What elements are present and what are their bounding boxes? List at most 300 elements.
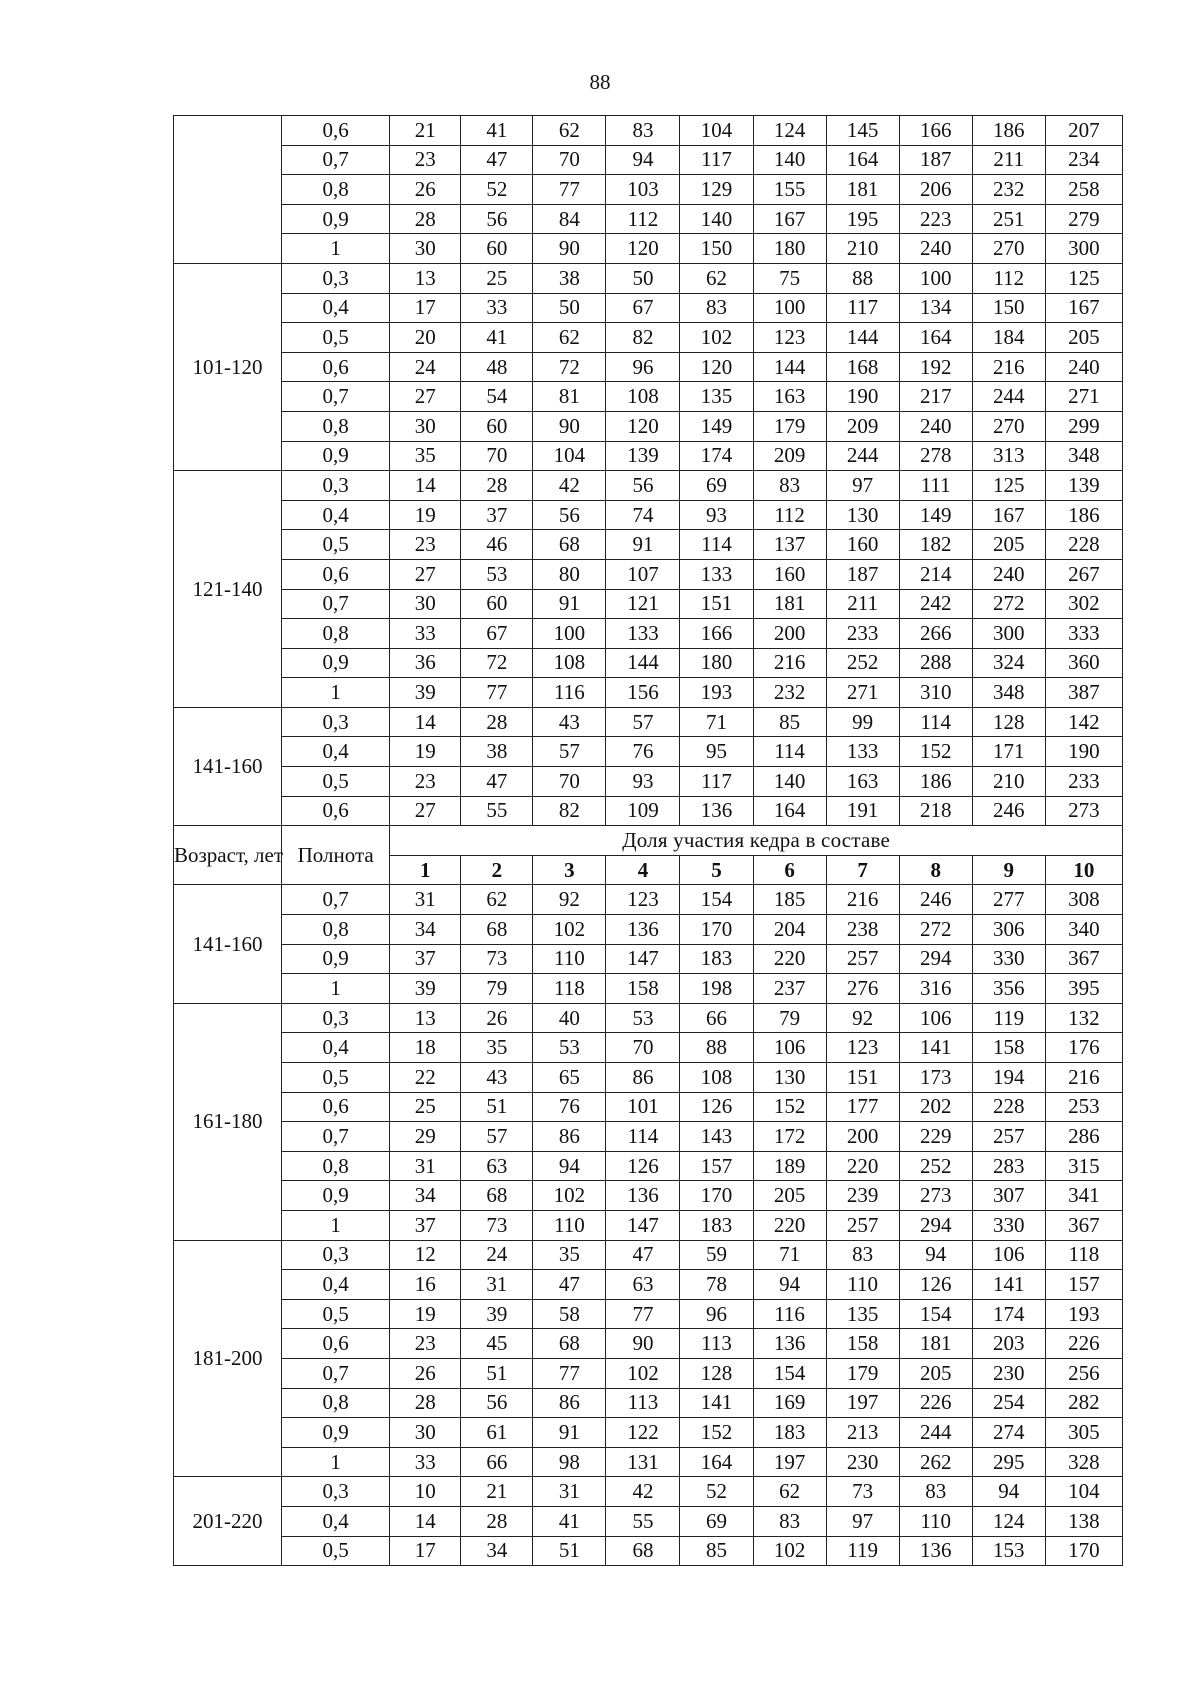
value-cell: 112 [753,500,826,530]
value-cell: 57 [606,707,680,737]
value-cell: 69 [680,1506,753,1536]
table-row [174,1181,1123,1211]
value-cell: 150 [972,293,1045,323]
density-cell: 1 [282,1447,390,1477]
value-cell: 86 [533,1388,606,1418]
value-cell: 117 [826,293,899,323]
value-cell: 211 [826,589,899,619]
value-cell: 83 [606,116,680,146]
value-cell: 14 [390,1506,461,1536]
value-cell: 35 [390,441,461,471]
value-cell: 272 [899,915,972,945]
value-cell: 300 [972,619,1045,649]
value-cell: 43 [533,707,606,737]
density-cell: 0,5 [282,323,390,353]
value-cell: 19 [390,500,461,530]
density-cell: 0,7 [282,1122,390,1152]
value-cell: 75 [753,263,826,293]
value-cell: 202 [899,1092,972,1122]
value-cell: 33 [390,1447,461,1477]
value-cell: 164 [753,796,826,826]
value-cell: 102 [680,323,753,353]
value-cell: 133 [826,737,899,767]
age-group-cell: 161-180 [174,1003,282,1240]
value-cell: 257 [972,1122,1045,1152]
value-cell: 166 [680,619,753,649]
value-cell: 76 [606,737,680,767]
value-cell: 244 [972,382,1045,412]
value-cell: 315 [1045,1151,1122,1181]
value-cell: 33 [390,619,461,649]
value-cell: 120 [606,411,680,441]
value-cell: 51 [533,1536,606,1566]
value-cell: 267 [1045,559,1122,589]
value-cell: 207 [1045,116,1122,146]
table-row [174,293,1123,323]
value-cell: 39 [390,678,461,708]
value-cell: 125 [1045,263,1122,293]
table-row [174,323,1123,353]
value-cell: 92 [826,1003,899,1033]
value-cell: 271 [826,678,899,708]
density-cell: 0,7 [282,885,390,915]
value-cell: 28 [390,1388,461,1418]
value-cell: 244 [826,441,899,471]
value-cell: 395 [1045,974,1122,1004]
value-cell: 187 [899,145,972,175]
value-cell: 230 [826,1447,899,1477]
value-cell: 173 [899,1063,972,1093]
header-share-title: Доля участия кедра в составе [390,826,1123,856]
value-cell: 26 [461,1003,533,1033]
value-cell: 274 [972,1418,1045,1448]
value-cell: 120 [680,352,753,382]
value-cell: 47 [461,145,533,175]
value-cell: 184 [972,323,1045,353]
value-cell: 91 [533,1418,606,1448]
value-cell: 77 [461,678,533,708]
value-cell: 195 [826,204,899,234]
value-cell: 114 [606,1122,680,1152]
value-cell: 170 [680,915,753,945]
value-cell: 39 [461,1299,533,1329]
value-cell: 209 [753,441,826,471]
density-cell: 0,8 [282,915,390,945]
value-cell: 100 [753,293,826,323]
table-row [174,974,1123,1004]
value-cell: 18 [390,1033,461,1063]
value-cell: 22 [390,1063,461,1093]
value-cell: 57 [533,737,606,767]
value-cell: 203 [972,1329,1045,1359]
value-cell: 211 [972,145,1045,175]
value-cell: 54 [461,382,533,412]
value-cell: 218 [899,796,972,826]
density-cell: 0,9 [282,944,390,974]
value-cell: 117 [680,145,753,175]
value-cell: 94 [606,145,680,175]
value-cell: 251 [972,204,1045,234]
age-group-cell: 101-120 [174,263,282,470]
value-cell: 217 [899,382,972,412]
value-cell: 294 [899,1210,972,1240]
value-cell: 179 [753,411,826,441]
value-cell: 167 [972,500,1045,530]
value-cell: 95 [680,737,753,767]
value-cell: 272 [972,589,1045,619]
value-cell: 41 [533,1506,606,1536]
density-cell: 0,9 [282,1181,390,1211]
value-cell: 138 [1045,1506,1122,1536]
value-cell: 194 [972,1063,1045,1093]
value-cell: 189 [753,1151,826,1181]
table-row [174,1299,1123,1329]
value-cell: 61 [461,1418,533,1448]
value-cell: 164 [899,323,972,353]
value-cell: 273 [899,1181,972,1211]
value-cell: 157 [680,1151,753,1181]
value-cell: 233 [1045,767,1122,797]
value-cell: 43 [461,1063,533,1093]
value-cell: 348 [1045,441,1122,471]
value-cell: 126 [899,1270,972,1300]
table-row [174,116,1123,146]
value-cell: 66 [461,1447,533,1477]
value-cell: 106 [972,1240,1045,1270]
value-cell: 242 [899,589,972,619]
value-cell: 35 [533,1240,606,1270]
value-cell: 302 [1045,589,1122,619]
value-cell: 59 [680,1240,753,1270]
value-cell: 31 [461,1270,533,1300]
density-cell: 0,7 [282,589,390,619]
value-cell: 94 [972,1477,1045,1507]
header-share-col: 6 [753,855,826,885]
value-cell: 244 [899,1418,972,1448]
value-cell: 295 [972,1447,1045,1477]
value-cell: 333 [1045,619,1122,649]
value-cell: 130 [753,1063,826,1093]
value-cell: 118 [533,974,606,1004]
density-cell: 0,9 [282,648,390,678]
value-cell: 93 [680,500,753,530]
value-cell: 62 [533,323,606,353]
value-cell: 53 [606,1003,680,1033]
value-cell: 42 [533,471,606,501]
table-row [174,1329,1123,1359]
value-cell: 158 [606,974,680,1004]
value-cell: 106 [753,1033,826,1063]
value-cell: 230 [972,1358,1045,1388]
value-cell: 83 [753,1506,826,1536]
age-group-cell: 201-220 [174,1477,282,1566]
value-cell: 93 [606,767,680,797]
value-cell: 341 [1045,1181,1122,1211]
value-cell: 180 [680,648,753,678]
density-cell: 0,9 [282,1418,390,1448]
table-row [174,678,1123,708]
value-cell: 154 [680,885,753,915]
value-cell: 17 [390,1536,461,1566]
value-cell: 186 [972,116,1045,146]
value-cell: 144 [606,648,680,678]
value-cell: 23 [390,145,461,175]
header-share-col: 1 [390,855,461,885]
value-cell: 122 [606,1418,680,1448]
value-cell: 300 [1045,234,1122,264]
value-cell: 200 [753,619,826,649]
value-cell: 37 [390,944,461,974]
value-cell: 190 [1045,737,1122,767]
value-cell: 119 [826,1536,899,1566]
value-cell: 65 [533,1063,606,1093]
header-share-col: 5 [680,855,753,885]
value-cell: 113 [680,1329,753,1359]
value-cell: 190 [826,382,899,412]
value-cell: 220 [826,1151,899,1181]
table-row [174,1210,1123,1240]
value-cell: 130 [826,500,899,530]
table-row [174,1063,1123,1093]
value-cell: 170 [1045,1536,1122,1566]
value-cell: 34 [390,915,461,945]
value-cell: 367 [1045,944,1122,974]
table-row [174,944,1123,974]
table-row [174,589,1123,619]
value-cell: 56 [533,500,606,530]
table-header [174,826,1123,885]
value-cell: 144 [753,352,826,382]
density-cell: 0,9 [282,441,390,471]
value-cell: 85 [680,1536,753,1566]
value-cell: 197 [753,1447,826,1477]
value-cell: 94 [899,1240,972,1270]
value-cell: 205 [753,1181,826,1211]
value-cell: 140 [680,204,753,234]
value-cell: 149 [680,411,753,441]
density-cell: 0,5 [282,1299,390,1329]
table-row [174,619,1123,649]
value-cell: 283 [972,1151,1045,1181]
value-cell: 102 [533,1181,606,1211]
value-cell: 240 [1045,352,1122,382]
value-cell: 70 [461,441,533,471]
density-cell: 1 [282,974,390,1004]
value-cell: 254 [972,1388,1045,1418]
value-cell: 100 [533,619,606,649]
value-cell: 136 [753,1329,826,1359]
value-cell: 185 [753,885,826,915]
header-share-col: 10 [1045,855,1122,885]
value-cell: 102 [606,1358,680,1388]
header-age: Возраст, лет [174,826,282,885]
density-cell: 0,3 [282,707,390,737]
density-cell: 0,3 [282,471,390,501]
table-row [174,234,1123,264]
value-cell: 160 [826,530,899,560]
value-cell: 74 [606,500,680,530]
value-cell: 92 [533,885,606,915]
value-cell: 62 [533,116,606,146]
age-group-cell: 181-200 [174,1240,282,1477]
density-cell: 0,4 [282,1270,390,1300]
value-cell: 174 [972,1299,1045,1329]
value-cell: 210 [826,234,899,264]
value-cell: 197 [826,1388,899,1418]
value-cell: 182 [899,530,972,560]
value-cell: 83 [826,1240,899,1270]
value-cell: 128 [680,1358,753,1388]
value-cell: 210 [972,767,1045,797]
value-cell: 85 [753,707,826,737]
value-cell: 108 [680,1063,753,1093]
value-cell: 119 [972,1003,1045,1033]
value-cell: 246 [972,796,1045,826]
value-cell: 150 [680,234,753,264]
value-cell: 33 [461,293,533,323]
value-cell: 36 [390,648,461,678]
table-row [174,1122,1123,1152]
density-cell: 0,5 [282,767,390,797]
value-cell: 60 [461,589,533,619]
value-cell: 294 [899,944,972,974]
value-cell: 257 [826,1210,899,1240]
value-cell: 171 [972,737,1045,767]
value-cell: 117 [680,767,753,797]
value-cell: 31 [533,1477,606,1507]
value-cell: 56 [461,204,533,234]
value-cell: 308 [1045,885,1122,915]
density-cell: 0,6 [282,352,390,382]
value-cell: 88 [680,1033,753,1063]
value-cell: 13 [390,1003,461,1033]
value-cell: 99 [826,707,899,737]
value-cell: 90 [606,1329,680,1359]
value-cell: 157 [1045,1270,1122,1300]
value-cell: 28 [461,1506,533,1536]
density-cell: 0,8 [282,175,390,205]
value-cell: 360 [1045,648,1122,678]
value-cell: 97 [826,471,899,501]
value-cell: 30 [390,411,461,441]
value-cell: 91 [606,530,680,560]
table-row [174,1151,1123,1181]
value-cell: 288 [899,648,972,678]
table-row [174,1536,1123,1566]
value-cell: 239 [826,1181,899,1211]
value-cell: 80 [533,559,606,589]
table-row [174,1033,1123,1063]
value-cell: 140 [753,145,826,175]
value-cell: 69 [680,471,753,501]
value-cell: 155 [753,175,826,205]
table-row [174,559,1123,589]
value-cell: 37 [461,500,533,530]
value-cell: 152 [899,737,972,767]
value-cell: 124 [753,116,826,146]
value-cell: 144 [826,323,899,353]
value-cell: 158 [972,1033,1045,1063]
density-cell: 0,8 [282,1151,390,1181]
value-cell: 13 [390,263,461,293]
value-cell: 110 [533,1210,606,1240]
value-cell: 180 [753,234,826,264]
value-cell: 24 [461,1240,533,1270]
value-cell: 23 [390,1329,461,1359]
value-cell: 166 [899,116,972,146]
value-cell: 147 [606,944,680,974]
value-cell: 60 [461,411,533,441]
density-cell: 0,3 [282,1240,390,1270]
value-cell: 109 [606,796,680,826]
value-cell: 223 [899,204,972,234]
value-cell: 31 [390,1151,461,1181]
value-cell: 181 [899,1329,972,1359]
header-density: Полнота [282,826,390,885]
value-cell: 170 [680,1181,753,1211]
value-cell: 282 [1045,1388,1122,1418]
value-cell: 348 [972,678,1045,708]
value-cell: 257 [826,944,899,974]
value-cell: 112 [972,263,1045,293]
value-cell: 145 [826,116,899,146]
value-cell: 163 [753,382,826,412]
table-row [174,1092,1123,1122]
value-cell: 23 [390,767,461,797]
value-cell: 107 [606,559,680,589]
value-cell: 176 [1045,1033,1122,1063]
value-cell: 174 [680,441,753,471]
value-cell: 276 [826,974,899,1004]
value-cell: 206 [899,175,972,205]
value-cell: 28 [461,471,533,501]
value-cell: 53 [533,1033,606,1063]
value-cell: 62 [461,885,533,915]
value-cell: 228 [972,1092,1045,1122]
age-group-cell [174,116,282,264]
value-cell: 252 [826,648,899,678]
value-cell: 258 [1045,175,1122,205]
value-cell: 110 [533,944,606,974]
value-cell: 103 [606,175,680,205]
density-cell: 0,9 [282,204,390,234]
value-cell: 238 [826,915,899,945]
value-cell: 220 [753,944,826,974]
value-cell: 200 [826,1122,899,1152]
value-cell: 240 [899,411,972,441]
value-cell: 214 [899,559,972,589]
value-cell: 35 [461,1033,533,1063]
header-share-col: 2 [461,855,533,885]
value-cell: 133 [606,619,680,649]
value-cell: 139 [1045,471,1122,501]
value-cell: 123 [753,323,826,353]
value-cell: 147 [606,1210,680,1240]
value-cell: 83 [899,1477,972,1507]
value-cell: 183 [680,944,753,974]
value-cell: 324 [972,648,1045,678]
value-cell: 209 [826,411,899,441]
value-cell: 216 [826,885,899,915]
table-row [174,175,1123,205]
value-cell: 76 [533,1092,606,1122]
density-cell: 0,6 [282,1329,390,1359]
value-cell: 270 [972,234,1045,264]
density-cell: 0,6 [282,116,390,146]
value-cell: 192 [899,352,972,382]
value-cell: 123 [606,885,680,915]
value-cell: 229 [899,1122,972,1152]
